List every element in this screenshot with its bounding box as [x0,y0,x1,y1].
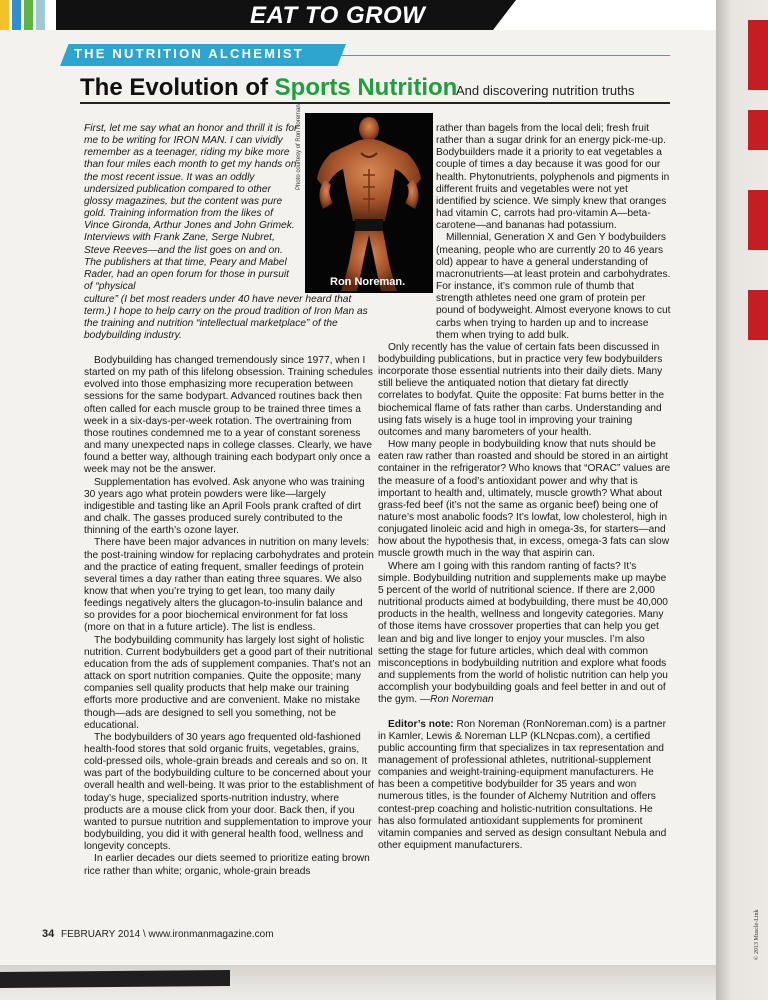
headline-part1: The Evolution of [80,74,275,101]
left-paragraph: The bodybuilding community has largely lost sight of holistic nutrition. Current bodybuilders get a good part of their nutritional education from the ads of supplement companies. That’s not an attack on sport nutrition companies. Quite the opposite; many companies sell quality products that help make our training efforts more productive and are convenient. Make no mistake though—ads are designed to sell you something, not be educational. [84,634,373,731]
article-headline [80,74,457,102]
intro-paragraph-2: culture” (I bet most readers under 40 have never heard that term.) I hope to help carry on the proud tradition of Iron Man as the training and nutrition “intellectual marketplace” of the bodybuilding industry. [84,294,368,342]
left-paragraph: In earlier decades our diets seemed to prioritize eating brown rice rather than white; organic, whole-grain breads [84,853,370,877]
stripe-lightblue [36,0,45,30]
issue-date: FEBRUARY 2014 [61,929,141,940]
right-paragraph: Millennial, Generation X and Gen Y bodybuilders (meaning, people who are currently 20 to 46 years old) appear to have a general understanding of macronutrients—at least protein and carbohydrates. For instance, it’s common rule of thumb that strength athletes need one gram of protein per pound of bodyweight. Almost everyone knows to cut carbs when trying to harden up and to increase them when trying to add bulk. [436,232,671,341]
stripe-blue [12,0,21,30]
side-copyright: © 2013 Muscle-Link [754,909,760,960]
photo-caption: Ron Noreman. [330,276,406,288]
adjacent-red-letter [748,290,768,340]
color-stripes [0,0,48,30]
left-paragraph: Bodybuilding has changed tremendously since 1977, when I started on my path of this lifelong obsession. Training schedules evolved into those emphasizing more recuperation between sessions for the same bodypart. Advanced routines back then often called for each muscle group to be trained three times a week in a six-days-per-week rotation. The overtraining from those routines condemned me to a year of constant soreness and many unexpected naps in college classes. Clearly, we have found a better way, although training each bodypart only once a week may not be the answer. [84,355,373,476]
page-footer [42,928,274,940]
photo-credit: Photo courtesy of Ron Noreman [296,104,302,190]
stripe-yellow [0,0,9,30]
author-signature: —Ron Noreman [419,694,494,706]
column-name: THE NUTRITION ALCHEMIST [74,46,304,61]
adjacent-page-edge [716,0,768,1000]
editors-note [378,719,671,853]
adjacent-red-letter [748,110,768,150]
final-paragraph-text: Where am I going with this random ranting of facts? It’s simple. Bodybuilding nutrition and supplements make up maybe 5 percent of the world of nutritional science. If there are 2,000 nutritional products aimed at bodybuilding, there must be 40,000 products in the health, wellness and longevity categories. Many of those items have crossover properties that can help you get lean and big and live longer to enjoy your muscles. I’m also setting the stage for future articles, which deal with common misconceptions in bodybuilding nutrition and explore what foods and supplements from the world of holistic nutrition can help you accomplish your bodybuilding goals and feel better in and out of the gym. [378,560,668,706]
left-column [84,355,374,878]
underlying-page-shadow [0,970,230,988]
right-paragraph: How many people in bodybuilding know that nuts should be eaten raw rather than roasted and should be stored in an airtight container in the refrigerator? Who knows that “ORAC” values are the measure of a food’s antioxidant power and why that is important to health and, ultimately, muscle growth? What about grass-fed beef (it’s not the same as organic beef) being one of nature’s most anabolic foods? It’s lowfat, low cholesterol, high in conjugated linoleic acid and high in omega-3s, for starters—and how about the hypothesis that, in excess, omega-3 fats can slow muscle growth much in the way that aspirin can. [378,439,671,560]
section-header-bar [0,0,716,30]
article-subhead: And discovering nutrition truths [456,83,635,98]
left-paragraph: The bodybuilders of 30 years ago frequented old-fashioned health-food stores that sold organic fruits, vegetables, grains, cold-pressed oils, whole-grain breads and cereals and so on. It was part of the bodybuilding culture to be concerned about your overall health and well-being. It was prior to the establishment of today’s huge, specialized sports-nutrition industry, where products are a mouse click from your door. Back then, if you wanted to pursue nutrition and supplementation to improve your bodybuilding, you did it with general health food, wellness and longevity concepts. [84,731,374,853]
right-lead-paragraph: rather than bagels from the local deli; fresh fruit rather than a sugar drink for an energy pick-me-up. Bodybuilders made it a priority to eat vegetables a couple of times a day because it was good for our health. Phytonutrients, polyphenols and pigments in different fruits and vegetables were not yet identified by science. We simply knew that oranges had vitamin C, carrots had pro-vitamin A—beta-carotene—and bananas had potassium. [436,123,670,232]
headline-part2: Sports Nutrition [274,74,458,101]
adjacent-red-letter [748,190,768,250]
editors-note-text: Ron Noreman (RonNoreman.com) is a partner in Kamler, Lewis & Noreman LLP (KLNcpas.com), a certified public accounting firm that specializes in tax representation and management of professional athletes, nutritional-supplement companies and weight-training-equipment manufacturers. He has been a competitive bodybuilder for 35 years and won numerous titles, is the founder of Alchemy Nutrition and offers contest-prep coaching and holistic-nutrition consultations. He has also formulated antioxidant supplements for prominent vitamin companies and served as design consultant Nebula and other equipment manufacturers. [378,718,667,852]
left-paragraph: There have been major advances in nutrition on many levels: the post-training window for replacing carbohydrates and protein and the practice of eating frequent, smaller feedings of protein several times a day rather than eating three squares. We also know that when you’re trying to get lean, too many daily feedings negatively alters the glucagon-to-insulin balance and so provides for a poor biochemical environment for fat loss (more on that in a future article). The list is endless. [84,537,374,634]
headline-rule [80,102,670,104]
column-rule [340,55,670,56]
footer-separator: \ [142,929,146,940]
right-paragraph-final [378,561,671,707]
right-paragraph: Only recently has the value of certain fats been discussed in bodybuilding publications, but in practice very few bodybuilders incorporate those essential nutrients into their daily diets. Many still believe the antiquated notion that dietary fat directly correlates to bodyfat. Quite the opposite: Fat burns better in the biochemical flame of fats rather than carbs. Understanding and using fats wisely is a huge tool in improving your training outcomes and many barometers of your health. [378,341,664,438]
adjacent-red-letter [748,20,768,90]
page-number: 34 [42,928,55,940]
page-bottom-edge [0,965,716,1000]
section-title: EAT TO GROW [250,2,426,29]
stripe-green [24,0,33,30]
right-column [378,123,671,852]
magazine-url: www.ironmanmagazine.com [148,929,274,940]
intro-paragraph-1: First, let me say what an honor and thrill it is for me to be writing for IRON MAN. I can vividly remember as a teenager, riding my bike more than four miles each month to get my hands on the most recent issue. It was an oddly undersized publication compared to other glossy magazines, but the content was pure gold. Training information from the likes of Vince Gironda, Arthur Jones and John Grimek. Interviews with Frank Zane, Serge Nubret, Steve Reeves—and the list goes on and on. The publishers at that time, Peary and Mabel Rader, had an open forum for those in pursuit of “physical [84,123,298,293]
editors-note-label: Editor’s note: [388,718,454,730]
left-paragraph: Supplementation has evolved. Ask anyone who was training 30 years ago what protein powders were like—largely indigestible and tasting like an April Fools prank crafted of dirt and chalk. The gasses produced surely contributed to the thinning of the earth’s ozone layer. [84,476,365,537]
